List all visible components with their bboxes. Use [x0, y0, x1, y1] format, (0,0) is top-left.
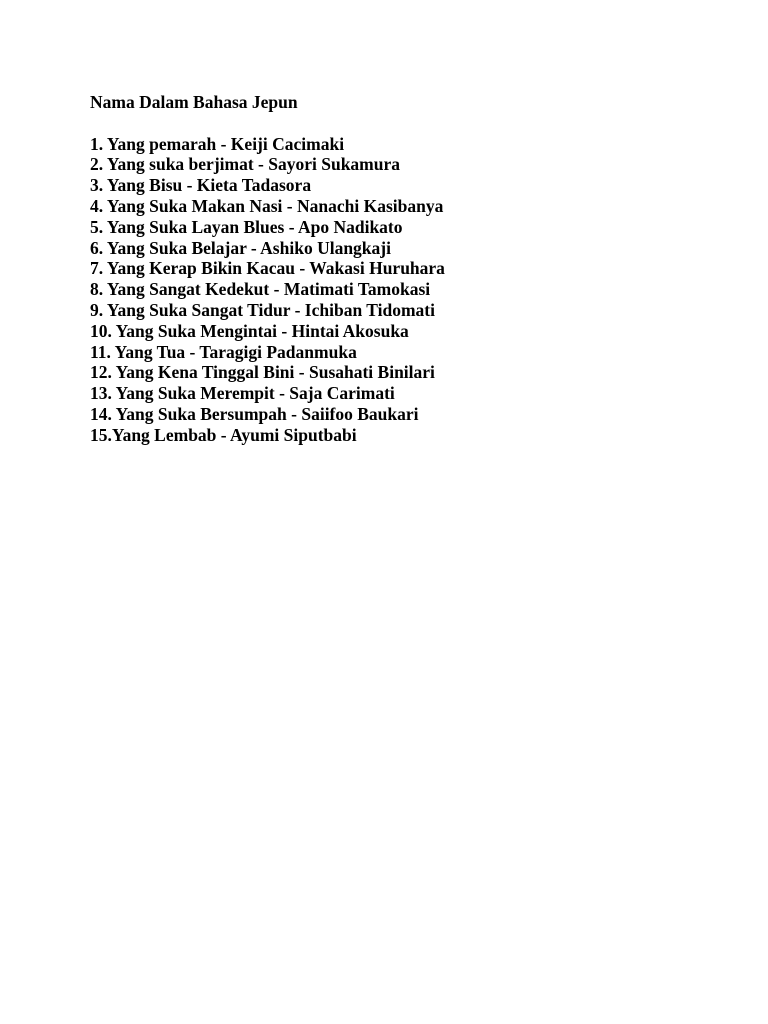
- list-item: 2. Yang suka berjimat - Sayori Sukamura: [90, 154, 401, 175]
- document-title: Nama Dalam Bahasa Jepun: [90, 92, 298, 112]
- list-item: 3. Yang Bisu - Kieta Tadasora: [90, 175, 312, 196]
- list-item: 11. Yang Tua - Taragigi Padanmuka: [90, 341, 357, 362]
- list-item: 14. Yang Suka Bersumpah - Saiifoo Baukari: [90, 403, 419, 424]
- list-item: 15.Yang Lembab - Ayumi Siputbabi: [90, 424, 357, 445]
- list-item: 9. Yang Suka Sangat Tidur - Ichiban Tidomati: [90, 299, 435, 320]
- list-item: 1. Yang pemarah - Keiji Cacimaki: [90, 133, 345, 154]
- list-item: 13. Yang Suka Merempit - Saja Carimati: [90, 383, 395, 404]
- list-item: 6. Yang Suka Belajar - Ashiko Ulangkaji: [90, 237, 391, 258]
- list-item: 7. Yang Kerap Bikin Kacau - Wakasi Huruhara: [90, 258, 445, 279]
- list-item: 4. Yang Suka Makan Nasi - Nanachi Kasibanya: [90, 195, 444, 216]
- name-list: [90, 134, 730, 446]
- list-item: 10. Yang Suka Mengintai - Hintai Akosuka: [90, 320, 409, 341]
- list-item: 5. Yang Suka Layan Blues - Apo Nadikato: [90, 216, 403, 237]
- list-item: 12. Yang Kena Tinggal Bini - Susahati Binilari: [90, 362, 435, 383]
- list-item: 8. Yang Sangat Kedekut - Matimati Tamokasi: [90, 279, 431, 300]
- document-body: [90, 92, 730, 446]
